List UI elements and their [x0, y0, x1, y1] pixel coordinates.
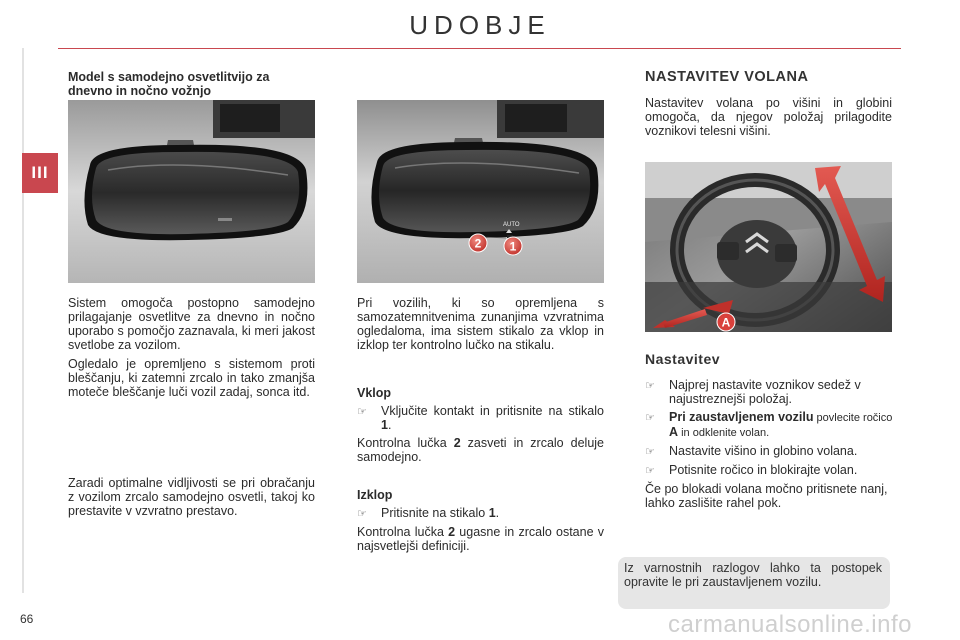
vklop-step-end: . — [387, 418, 392, 432]
rearview-mirror-image — [68, 100, 315, 283]
izklop-step-text: Pritisnite na stikalo — [381, 506, 489, 520]
adjust-closing: Če po blokadi volana močno pritisnete nanj, lahko zaslišite rahel pok. — [645, 482, 888, 510]
steering-wheel-image — [645, 162, 892, 332]
vklop-result-a: Kontrolna lučka — [357, 436, 454, 450]
steering-adjust-title: NASTAVITEV VOLANA — [645, 69, 809, 85]
adjust-step-2-bold: Pri zaustavljenem vozilu — [669, 410, 814, 424]
izklop-result-a: Kontrolna lučka — [357, 525, 449, 539]
vklop-step-text: Vključite kontakt in pritisnite na stikalo — [381, 404, 604, 418]
middle-text — [357, 296, 604, 357]
pointing-hand-icon: ☞ — [645, 446, 655, 458]
adjust-step-2-text: povlecite ročico — [813, 412, 893, 424]
mirror-switch-image — [357, 100, 604, 283]
left-text-bottom — [68, 476, 315, 523]
pointing-hand-icon: ☞ — [645, 465, 655, 477]
adjust-step-4 — [645, 463, 895, 478]
marker-2-label: 2 — [474, 236, 482, 251]
izklop-step-switch: 1 — [488, 506, 496, 520]
switch-intro: Pri vozilih, ki so opremljena s samozatemnitvenima zunanjima vzvratnima ogledaloma, ima sistem stikalo za vklop in izklop ter kontrolno lučko na stikalu. — [357, 296, 604, 352]
margin-line — [22, 48, 24, 593]
pointing-hand-icon: ☞ — [357, 508, 367, 520]
mirror-description-2: Ogledalo je opremljeno s sistemom proti bleščanju, ki zatemni zrcalo in tako zmanjša moteče bleščanje luči vozil zadaj, sonca itd. — [68, 357, 315, 399]
left-column — [68, 70, 315, 98]
chapter-tab[interactable]: III — [22, 153, 58, 193]
marker-1-label: 1 — [509, 239, 517, 254]
adjust-step-1 — [645, 378, 895, 406]
page-number: 66 — [20, 612, 34, 626]
pointing-hand-icon: ☞ — [645, 412, 655, 424]
safety-note: Iz varnostnih razlogov lahko ta postopek opravite le pri zaustavljenem vozilu. — [618, 557, 890, 609]
vklop-step — [357, 404, 604, 432]
izklop-step-end: . — [495, 506, 500, 520]
vklop-title: Vklop — [357, 386, 392, 400]
lever-a-label: A — [721, 315, 731, 330]
mirror-photo-middle — [357, 100, 604, 283]
adjust-step-1-text: Najprej nastavite voznikov sedež v najustreznejši položaj. — [669, 378, 861, 406]
izklop-title: Izklop — [357, 488, 393, 502]
izklop-result-lamp: 2 — [448, 525, 456, 539]
adjust-step-4-text: Potisnite ročico in blokirajte volan. — [669, 463, 858, 477]
pointing-hand-icon: ☞ — [645, 380, 655, 392]
page-title: UDOBJE — [409, 10, 551, 40]
vklop-result-b: zasveti in zrcalo deluje samodejno. — [357, 436, 605, 464]
adjust-step-3 — [645, 444, 895, 459]
steering-intro: Nastavitev volana po višini in globini omogoča, da njegov položaj prilagodite voznikovi telesni višini. — [645, 96, 892, 138]
mirror-description-3: Zaradi optimalne vidljivosti se pri obračanju z vozilom zrcalo samodejno osvetli, takoj ko prestavite v vzvratno prestavo. — [68, 476, 315, 518]
steering-photo — [645, 162, 892, 332]
pointing-hand-icon: ☞ — [357, 406, 367, 418]
mirror-photo-left — [68, 100, 315, 283]
adjust-step-3-text: Nastavite višino in globino volana. — [669, 444, 858, 458]
izklop-result-b: ugasne in zrcalo ostane v najsvetlejši definiciji. — [357, 525, 604, 553]
right-header — [645, 70, 892, 143]
izklop-step — [357, 506, 604, 521]
izklop-section — [357, 488, 604, 558]
watermark: carmanualsonline.info — [668, 611, 912, 638]
adjust-subtitle: Nastavitev — [645, 351, 721, 367]
vklop-step-switch: 1 — [381, 418, 388, 432]
left-text — [68, 296, 315, 404]
vklop-result — [357, 436, 604, 464]
vklop-result-lamp: 2 — [453, 436, 461, 450]
auto-label: AUTO — [503, 222, 520, 228]
mirror-model-heading: Model s samodejno osvetlitvijo za dnevno in nočno vožnjo — [68, 70, 270, 98]
adjust-step-2-lever: A — [669, 425, 679, 439]
adjust-step-2 — [645, 410, 895, 440]
title-divider — [58, 48, 901, 49]
adjust-section — [645, 352, 895, 515]
izklop-result — [357, 525, 604, 553]
vklop-section — [357, 386, 604, 469]
adjust-step-2-end: in odklenite volan. — [678, 427, 770, 439]
mirror-description-1: Sistem omogoča postopno samodejno prilagajanje osvetlitve za dnevno in nočno uporabo s pomočjo zaznavala, ki meri jakost svetlobe za vozilom. — [68, 296, 315, 352]
